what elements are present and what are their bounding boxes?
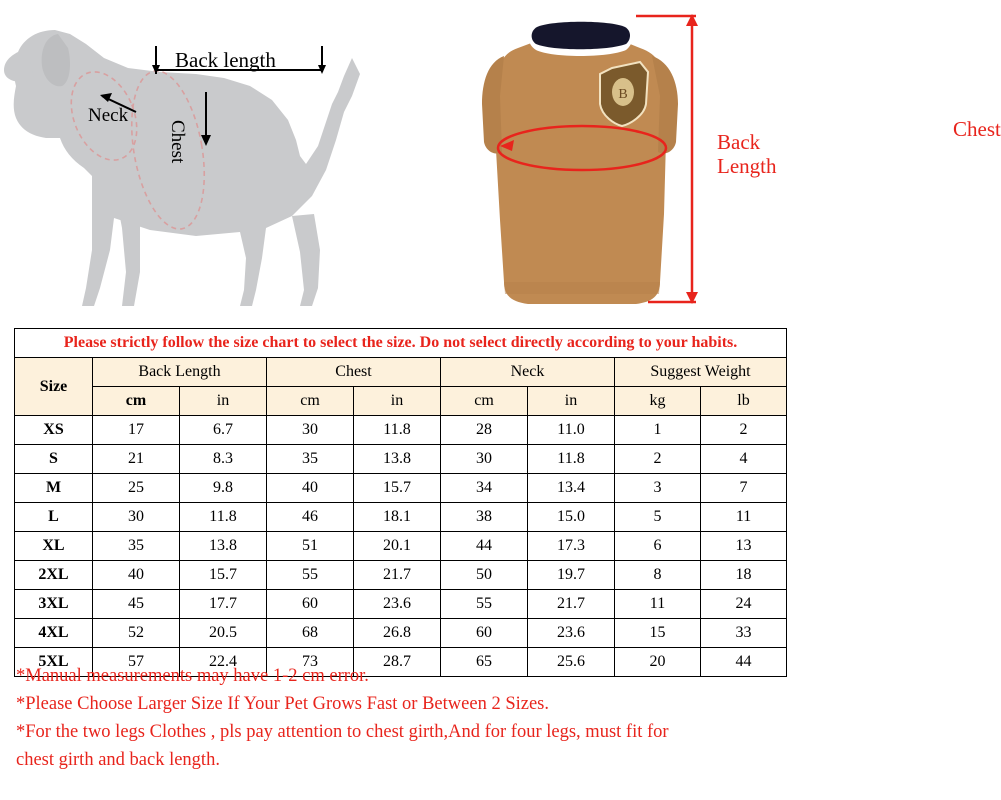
cell-kg: 5 <box>615 503 701 532</box>
cell-chest-cm: 40 <box>267 474 354 503</box>
table-row <box>15 416 787 445</box>
cell-neck-in: 25.6 <box>528 648 615 677</box>
header-chest: Chest <box>267 358 441 387</box>
cell-back-in: 6.7 <box>180 416 267 445</box>
label-chest-dog: Chest <box>167 120 188 164</box>
unit-weight-lb: lb <box>701 387 787 416</box>
cell-neck-cm: 34 <box>441 474 528 503</box>
unit-weight-kg: kg <box>615 387 701 416</box>
cell-size: M <box>15 474 93 503</box>
cell-chest-in: 26.8 <box>354 619 441 648</box>
table-row <box>15 561 787 590</box>
footnote-3: *For the two legs Clothes , pls pay attention to chest girth,And for four legs, must fit for <box>16 722 669 743</box>
cell-chest-in: 23.6 <box>354 590 441 619</box>
cell-chest-cm: 55 <box>267 561 354 590</box>
svg-text:B: B <box>618 87 628 102</box>
label-chest-sweater: Chest <box>953 117 1001 141</box>
cell-kg: 11 <box>615 590 701 619</box>
footnotes <box>16 662 788 774</box>
sweater-collar-inner <box>532 22 630 50</box>
cell-back-in: 8.3 <box>180 445 267 474</box>
cell-kg: 6 <box>615 532 701 561</box>
cell-chest-in: 28.7 <box>354 648 441 677</box>
footnote-4: chest girth and back length. <box>16 750 220 771</box>
table-unit-header-row <box>15 387 787 416</box>
dog-rear-leg <box>292 214 320 306</box>
cell-back-cm: 45 <box>93 590 180 619</box>
cell-kg: 15 <box>615 619 701 648</box>
cell-lb: 4 <box>701 445 787 474</box>
cell-chest-cm: 60 <box>267 590 354 619</box>
unit-neck-in: in <box>528 387 615 416</box>
cell-back-in: 9.8 <box>180 474 267 503</box>
cell-back-cm: 25 <box>93 474 180 503</box>
cell-neck-in: 13.4 <box>528 474 615 503</box>
cell-size: XS <box>15 416 93 445</box>
cell-neck-cm: 50 <box>441 561 528 590</box>
unit-back-cm: cm <box>93 387 180 416</box>
table-row <box>15 619 787 648</box>
cell-lb: 13 <box>701 532 787 561</box>
cell-neck-in: 15.0 <box>528 503 615 532</box>
cell-neck-cm: 30 <box>441 445 528 474</box>
table-row <box>15 474 787 503</box>
cell-neck-in: 17.3 <box>528 532 615 561</box>
cell-back-cm: 57 <box>93 648 180 677</box>
cell-back-cm: 17 <box>93 416 180 445</box>
cell-neck-cm: 28 <box>441 416 528 445</box>
unit-back-in: in <box>180 387 267 416</box>
cell-neck-cm: 44 <box>441 532 528 561</box>
cell-lb: 24 <box>701 590 787 619</box>
cell-chest-in: 20.1 <box>354 532 441 561</box>
cell-back-in: 22.4 <box>180 648 267 677</box>
cell-back-in: 13.8 <box>180 532 267 561</box>
cell-lb: 33 <box>701 619 787 648</box>
cell-chest-in: 21.7 <box>354 561 441 590</box>
label-back-length-sweater: Back Length <box>717 130 777 179</box>
sweater-hem <box>504 282 660 294</box>
cell-neck-in: 19.7 <box>528 561 615 590</box>
cell-lb: 7 <box>701 474 787 503</box>
header-size: Size <box>15 358 93 416</box>
label-neck-dog: Neck <box>88 105 129 126</box>
dog-front-leg <box>114 182 140 306</box>
cell-back-cm: 52 <box>93 619 180 648</box>
cell-chest-in: 15.7 <box>354 474 441 503</box>
table-notice-row <box>15 329 787 358</box>
unit-chest-cm: cm <box>267 387 354 416</box>
cell-chest-in: 18.1 <box>354 503 441 532</box>
cell-neck-in: 21.7 <box>528 590 615 619</box>
cell-kg: 2 <box>615 445 701 474</box>
cell-kg: 1 <box>615 416 701 445</box>
cell-size: 2XL <box>15 561 93 590</box>
dog-diagram <box>0 0 400 322</box>
cell-back-in: 15.7 <box>180 561 267 590</box>
cell-size: L <box>15 503 93 532</box>
cell-neck-cm: 65 <box>441 648 528 677</box>
cell-neck-in: 11.8 <box>528 445 615 474</box>
size-chart-table-wrap <box>14 328 786 677</box>
cell-back-cm: 21 <box>93 445 180 474</box>
table-row <box>15 503 787 532</box>
cell-kg: 8 <box>615 561 701 590</box>
cell-chest-in: 11.8 <box>354 416 441 445</box>
cell-neck-cm: 38 <box>441 503 528 532</box>
cell-back-in: 11.8 <box>180 503 267 532</box>
cell-chest-cm: 51 <box>267 532 354 561</box>
cell-back-in: 20.5 <box>180 619 267 648</box>
cell-back-in: 17.7 <box>180 590 267 619</box>
illustration-area <box>0 0 1001 322</box>
table-row <box>15 532 787 561</box>
cell-chest-cm: 46 <box>267 503 354 532</box>
cell-size: XL <box>15 532 93 561</box>
unit-neck-cm: cm <box>441 387 528 416</box>
footnote-2: *Please Choose Larger Size If Your Pet Grows Fast or Between 2 Sizes. <box>16 694 549 715</box>
cell-size: 3XL <box>15 590 93 619</box>
cell-kg: 20 <box>615 648 701 677</box>
cell-lb: 11 <box>701 503 787 532</box>
table-row <box>15 445 787 474</box>
unit-chest-in: in <box>354 387 441 416</box>
cell-kg: 3 <box>615 474 701 503</box>
cell-chest-cm: 30 <box>267 416 354 445</box>
cell-back-cm: 40 <box>93 561 180 590</box>
cell-size: 5XL <box>15 648 93 677</box>
label-back-length-dog: Back length <box>175 48 276 72</box>
cell-size: S <box>15 445 93 474</box>
cell-chest-cm: 35 <box>267 445 354 474</box>
cell-neck-in: 23.6 <box>528 619 615 648</box>
cell-lb: 44 <box>701 648 787 677</box>
header-suggest-weight: Suggest Weight <box>615 358 787 387</box>
cell-back-cm: 30 <box>93 503 180 532</box>
footnote-1: *Manual measurements may have 1-2 cm error. <box>16 666 369 686</box>
cell-chest-cm: 73 <box>267 648 354 677</box>
table-row <box>15 590 787 619</box>
cell-neck-in: 11.0 <box>528 416 615 445</box>
header-back-length: Back Length <box>93 358 267 387</box>
cell-back-cm: 35 <box>93 532 180 561</box>
header-neck: Neck <box>441 358 615 387</box>
table-group-header-row <box>15 358 787 387</box>
size-chart-table <box>14 328 787 677</box>
cell-chest-cm: 68 <box>267 619 354 648</box>
cell-chest-in: 13.8 <box>354 445 441 474</box>
table-notice-text: Please strictly follow the size chart to select the size. Do not select directly according to your habits. <box>15 329 787 358</box>
cell-lb: 2 <box>701 416 787 445</box>
cell-neck-cm: 55 <box>441 590 528 619</box>
cell-size: 4XL <box>15 619 93 648</box>
cell-lb: 18 <box>701 561 787 590</box>
cell-neck-cm: 60 <box>441 619 528 648</box>
